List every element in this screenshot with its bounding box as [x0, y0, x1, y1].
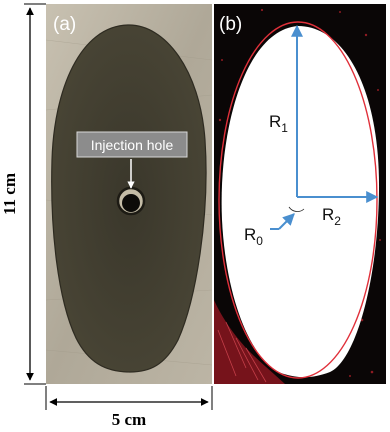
injection-hole-inner — [122, 194, 140, 212]
radius-r2-label: $R_2$ — [322, 205, 341, 228]
height-label: 11 cm — [0, 172, 19, 216]
height-dimension — [0, 4, 46, 384]
panel-a-label: (a) — [53, 14, 77, 35]
panel-b-label: (b) — [219, 14, 243, 35]
radius-r1-label: $R_1$ — [269, 112, 288, 135]
panel-a — [46, 4, 212, 384]
width-dimension — [46, 386, 212, 429]
width-label: 5 cm — [111, 410, 147, 429]
annotation-text: Injection hole — [90, 137, 174, 153]
radius-r0-label: $R_0$ — [244, 225, 263, 248]
panel-b — [214, 4, 386, 384]
